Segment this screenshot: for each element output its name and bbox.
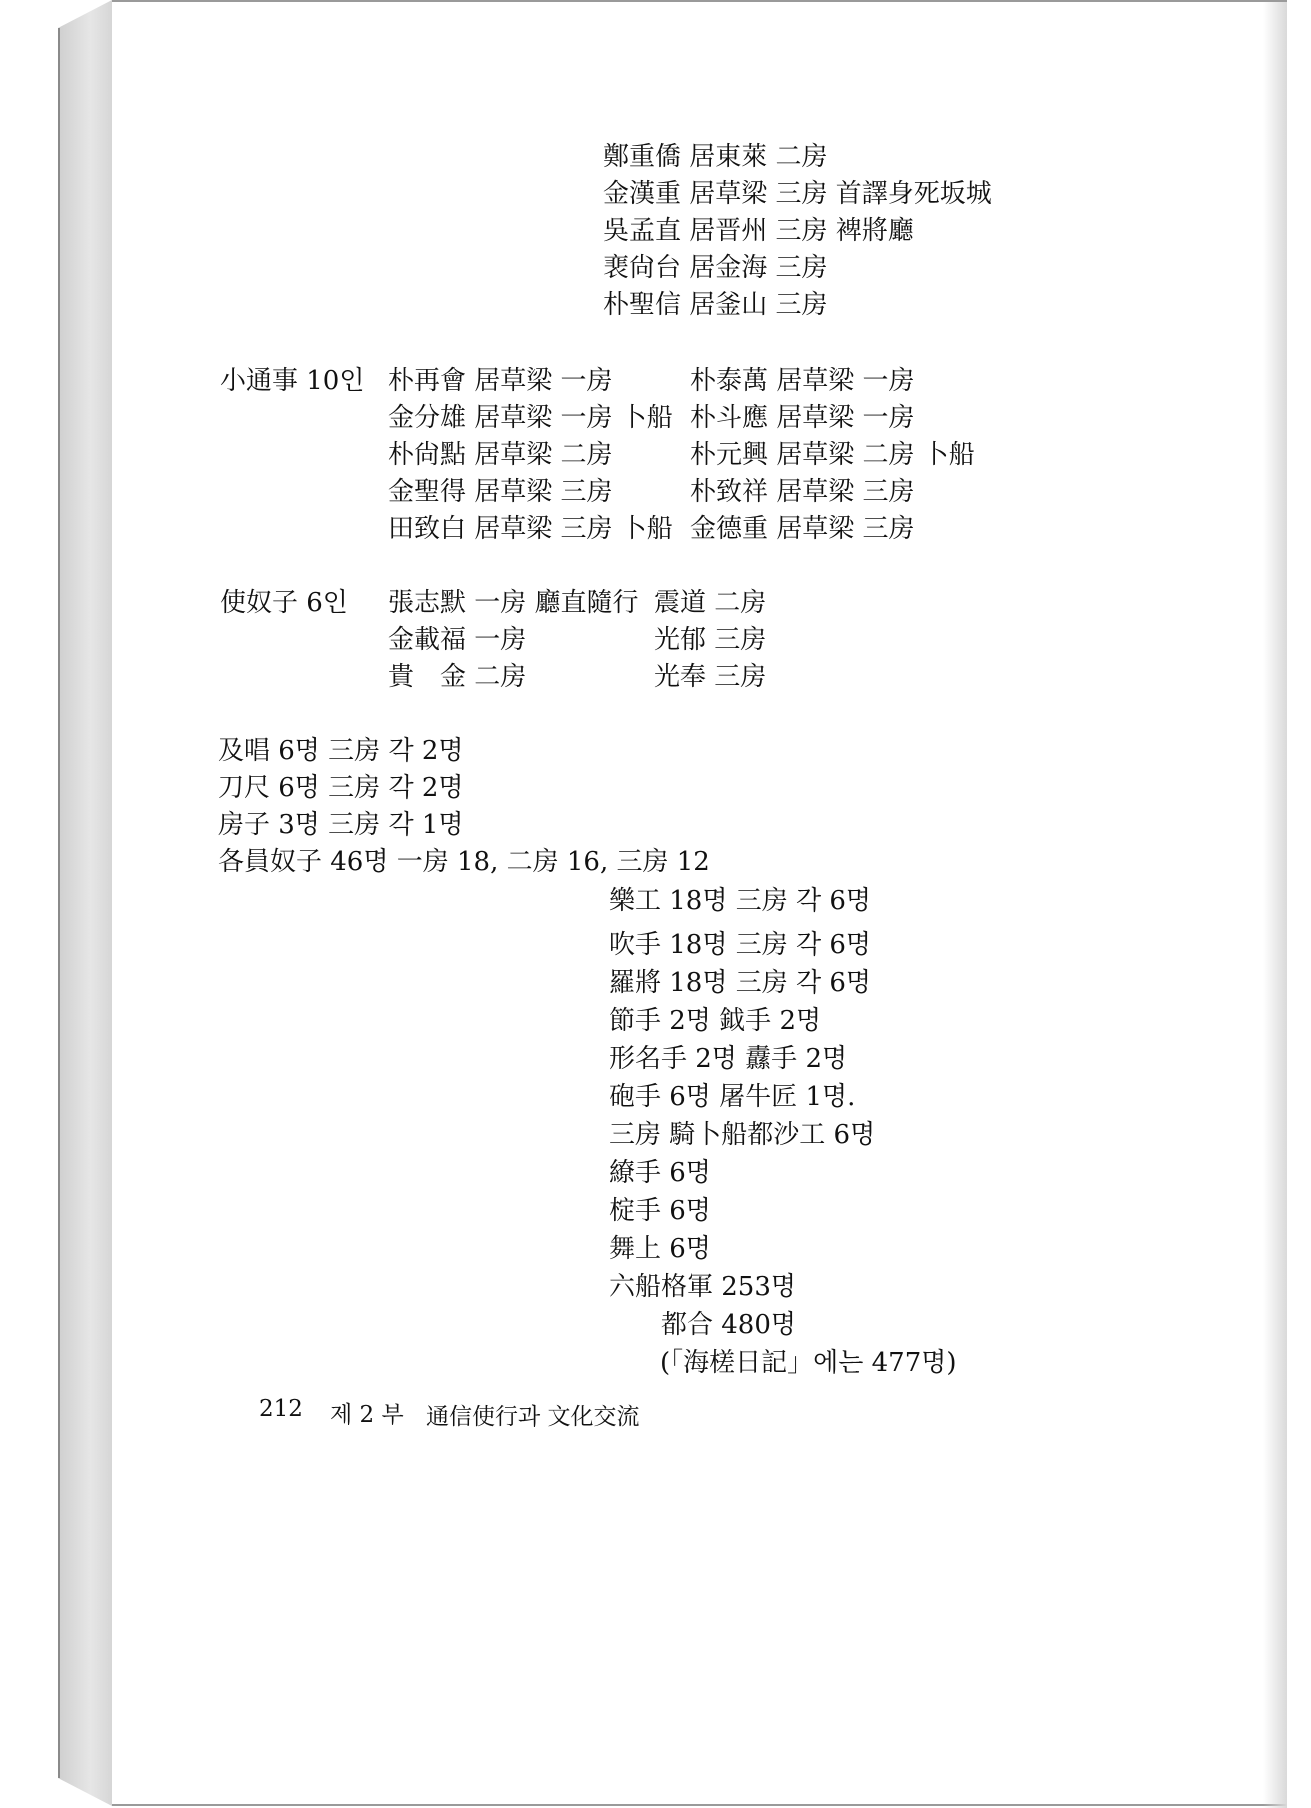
note-line: (「海槎日記」에는 477명) — [660, 1348, 957, 1378]
text-line: 砲手 6명 屠牛匠 1명. — [609, 1082, 856, 1112]
text-line: 震道 二房 — [654, 588, 767, 618]
total-line: 都合 480명 — [661, 1310, 797, 1340]
text-line: 金分雄 居草梁 一房 卜船 — [388, 403, 673, 433]
page — [112, 0, 1287, 1806]
text-line: 金漢重 居草梁 三房 首譯身死坂城 — [603, 179, 992, 209]
section-label: 小通事 10인 — [220, 366, 365, 396]
text-line: 朴致祥 居草梁 三房 — [690, 477, 915, 507]
text-line: 房子 3명 三房 각 1명 — [218, 810, 464, 840]
text-line: 形名手 2명 纛手 2명 — [609, 1044, 848, 1074]
text-line: 田致白 居草梁 三房 卜船 — [388, 514, 673, 544]
text-line: 三房 騎卜船都沙工 6명 — [609, 1120, 876, 1150]
section-label: 使奴子 6인 — [220, 588, 348, 618]
text-line: 羅將 18명 三房 각 6명 — [609, 968, 872, 998]
book-edge — [58, 28, 60, 1778]
text-line: 朴斗應 居草梁 一房 — [690, 403, 915, 433]
footer-part: 제 2 부 — [330, 1402, 404, 1428]
text-line: 各員奴子 46명 一房 18, 二房 16, 三房 12 — [218, 847, 710, 877]
text-line: 金聖得 居草梁 三房 — [388, 477, 613, 507]
text-line: 朴尙點 居草梁 二房 — [388, 440, 613, 470]
text-line: 張志默 一房 廳直隨行 — [388, 588, 639, 618]
text-line: 光奉 三房 — [654, 662, 767, 692]
text-line: 朴泰萬 居草梁 一房 — [690, 366, 915, 396]
footer-title: 通信使行과 文化交流 — [426, 1404, 640, 1430]
text-line: 樂工 18명 三房 각 6명 — [609, 886, 872, 916]
page-number: 212 — [259, 1396, 303, 1422]
text-line: 金德重 居草梁 三房 — [690, 514, 915, 544]
text-line: 繚手 6명 — [609, 1158, 711, 1188]
text-line: 及唱 6명 三房 각 2명 — [218, 736, 464, 766]
text-line: 朴元興 居草梁 二房 卜船 — [690, 440, 975, 470]
text-line: 椗手 6명 — [609, 1196, 711, 1226]
text-line: 光郁 三房 — [654, 625, 767, 655]
text-line: 六船格軍 253명 — [609, 1272, 797, 1302]
text-line: 鄭重僑 居東萊 二房 — [603, 142, 828, 172]
text-line: 吳孟直 居晋州 三房 裨將廳 — [603, 216, 914, 246]
book-spine — [58, 0, 112, 1806]
text-line: 朴聖信 居釜山 三房 — [603, 290, 828, 320]
text-line: 節手 2명 鉞手 2명 — [609, 1006, 822, 1036]
text-line: 裵尙台 居金海 三房 — [603, 253, 828, 283]
text-line: 舞上 6명 — [609, 1234, 711, 1264]
text-line: 朴再會 居草梁 一房 — [388, 366, 613, 396]
text-line: 刀尺 6명 三房 각 2명 — [218, 773, 464, 803]
text-line: 貴 金 二房 — [388, 662, 527, 692]
text-line: 金載福 一房 — [388, 625, 527, 655]
text-line: 吹手 18명 三房 각 6명 — [609, 930, 872, 960]
page-edge-shadow — [1263, 2, 1287, 1808]
